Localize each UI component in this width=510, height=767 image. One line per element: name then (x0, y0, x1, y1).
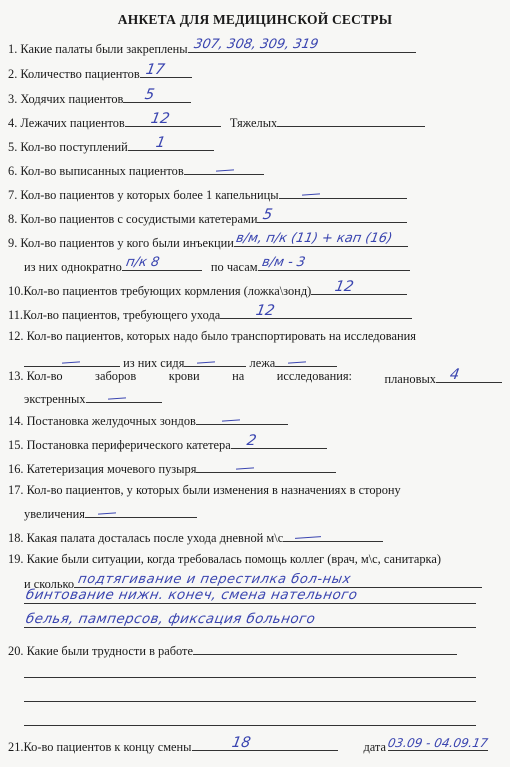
item-12-sub1-label: из них сидя (123, 356, 185, 370)
item-10-answer: 12 (333, 279, 356, 295)
item-2-label: 2. Количество пациентов (8, 67, 140, 81)
item-17-sub1-dash (98, 512, 116, 514)
item-4-field2[interactable] (277, 112, 425, 127)
item-18-label: 18. Какая палата досталась после ухода дневной м\с (8, 531, 284, 545)
item-9-sub2-answer: в/м - 3 (260, 255, 307, 270)
item-21-date (363, 736, 488, 755)
item-13-sub (24, 388, 502, 405)
item-9-sub1-field[interactable] (122, 256, 202, 271)
item-13-word-4: на (232, 369, 245, 383)
item-1 (8, 38, 502, 55)
item-13-word-1: 13. Кол-во (8, 369, 63, 383)
item-8-field[interactable] (257, 208, 407, 223)
item-11-field[interactable] (220, 304, 412, 319)
item-7 (8, 184, 502, 201)
item-9 (8, 232, 502, 249)
item-13-word-2: заборов (95, 369, 137, 383)
item-19-answer-line-1: подтягивание и перестилка бол-ных (76, 572, 353, 587)
item-12 (8, 328, 502, 345)
item-4-label: 4. Лежачих пациентов (8, 116, 125, 130)
item-8-answer: 5 (262, 207, 275, 223)
item-20-line-4[interactable] (24, 724, 476, 726)
item-14-label: 14. Постановка желудочных зондов (8, 414, 196, 428)
item-21-answer: 18 (230, 735, 252, 751)
item-13-field[interactable] (436, 368, 502, 383)
item-13 (8, 368, 502, 385)
date-label: дата (363, 740, 386, 754)
item-12-sub2-label: лежа (249, 356, 276, 370)
item-9-sub (24, 256, 502, 273)
item-2-answer: 17 (144, 62, 166, 78)
item-9-sub2-label: по часам (210, 260, 258, 274)
item-12-total-field[interactable] (24, 352, 120, 367)
item-19-label: 19. Какие были ситуации, когда требовалась помощь коллег (врач, м\с, санитарка) (8, 552, 442, 566)
item-3 (8, 88, 502, 105)
item-16-label: 16. Катетеризация мочевого пузыря (8, 462, 197, 476)
item-19-answer-line-2: бинтование нижн. конеч, смена нательного (24, 587, 359, 603)
item-17-label: 17. Кол-во пациентов, у которых были изменения в назначениях в сторону (8, 483, 401, 497)
item-18-field[interactable] (283, 527, 383, 542)
page-title: АНКЕТА ДЛЯ МЕДИЦИНСКОЙ СЕСТРЫ (117, 12, 393, 27)
item-21-label: 21.Ко-во пациентов к концу смены (8, 740, 192, 754)
item-17-sub1-label: увеличения (24, 507, 85, 521)
item-9-label: 9. Кол-во пациентов у кого были инъекции (8, 236, 234, 250)
item-14-field[interactable] (196, 410, 288, 425)
item-17-sub1-field[interactable] (85, 503, 197, 518)
item-1-label: 1. Какие палаты были закреплены (8, 42, 188, 56)
item-13-word-3: крови (168, 369, 200, 383)
item-17 (8, 482, 502, 499)
item-7-label: 7. Кол-во пациентов у которых более 1 капельницы (8, 188, 279, 202)
item-11 (8, 304, 502, 321)
item-4 (8, 112, 502, 129)
item-5 (8, 136, 502, 153)
item-2 (8, 63, 502, 80)
item-19-line-2-field[interactable] (24, 584, 476, 604)
item-6 (8, 160, 502, 177)
item-13-sub1-label: экстренных (24, 392, 86, 406)
item-21-field[interactable] (192, 736, 338, 751)
item-6-field[interactable] (184, 160, 264, 175)
item-10 (8, 280, 502, 297)
item-15 (8, 434, 502, 451)
item-13-sub1-dash (108, 397, 126, 399)
item-11-label: 11.Кол-во пациентов, требующего ухода (8, 308, 221, 322)
item-20-label: 20. Какие были трудности в работе (8, 644, 193, 658)
item-13-word-5: исследования: (276, 369, 352, 383)
item-19-sub1-label: и сколько (24, 577, 75, 591)
item-3-answer: 5 (143, 87, 157, 103)
item-2-field[interactable] (140, 63, 192, 78)
item-20-field[interactable] (193, 640, 457, 655)
item-13-word-6: плановых (384, 372, 436, 386)
item-16-field[interactable] (196, 458, 336, 473)
item-13-answer: 4 (448, 367, 461, 383)
item-13-sub1-field[interactable] (86, 388, 162, 403)
item-19-line-3-field[interactable] (24, 608, 476, 628)
item-19-answer-line-3: белья, памперсов, фиксация больного (24, 611, 317, 627)
item-12-sub2-dash (288, 361, 306, 363)
item-1-field[interactable] (188, 38, 416, 53)
item-9-field[interactable] (234, 232, 408, 247)
item-7-dash (302, 193, 320, 195)
item-20-line-2[interactable] (24, 676, 476, 678)
item-14 (8, 410, 502, 427)
item-15-field[interactable] (231, 434, 327, 449)
item-20 (8, 640, 502, 657)
item-5-label: 5. Кол-во поступлений (8, 140, 128, 154)
item-19 (8, 551, 502, 568)
item-10-field[interactable] (311, 280, 407, 295)
item-4-label2: Тяжелых (229, 116, 278, 130)
item-5-field[interactable] (128, 136, 214, 151)
item-10-label: 10.Кол-во пациентов требующих кормления (ложка\зонд) (8, 284, 312, 298)
item-6-label: 6. Кол-во выписанных пациентов (8, 164, 184, 178)
item-11-answer: 12 (254, 303, 277, 319)
item-16-dash (236, 467, 254, 469)
item-4-field[interactable] (125, 112, 221, 127)
item-9-sub1-label: из них однократно (24, 260, 122, 274)
item-21 (8, 736, 502, 753)
item-14-dash (222, 419, 240, 421)
date-value: 03.09 - 04.09.17 (386, 736, 489, 750)
item-17-sub (24, 503, 502, 520)
item-18-dash (295, 536, 321, 539)
item-15-label: 15. Постановка периферического катетера (8, 438, 231, 452)
item-12-sub (24, 352, 502, 369)
item-7-field[interactable] (279, 184, 407, 199)
item-9-answer: в/м, п/к (11) + кап (16) (234, 231, 394, 246)
item-5-answer: 1 (154, 135, 167, 151)
item-12-sub1-dash (197, 361, 215, 363)
item-12-sub2-field[interactable] (275, 352, 337, 367)
item-18 (8, 527, 502, 544)
item-15-answer: 2 (245, 433, 258, 449)
item-12-label: 12. Кол-во пациентов, которых надо было транспортировать на исследования (8, 329, 416, 343)
item-16 (8, 458, 502, 475)
item-3-label: 3. Ходячих пациентов (8, 92, 124, 106)
date-field[interactable] (388, 736, 488, 751)
item-3-field[interactable] (123, 88, 191, 103)
item-1-answer: 307, 308, 309, 319 (192, 37, 320, 52)
item-12-sub1-field[interactable] (184, 352, 246, 367)
item-8-label: 8. Кол-во пациентов с сосудистыми катетерами (8, 212, 258, 226)
item-6-dash (216, 169, 234, 171)
item-8 (8, 208, 502, 225)
item-4-answer: 12 (149, 111, 171, 127)
item-12-total-dash (62, 361, 80, 363)
item-9-sub1-answer: п/к 8 (124, 255, 161, 270)
item-20-line-3[interactable] (24, 700, 476, 702)
item-9-sub2-field[interactable] (258, 256, 410, 271)
